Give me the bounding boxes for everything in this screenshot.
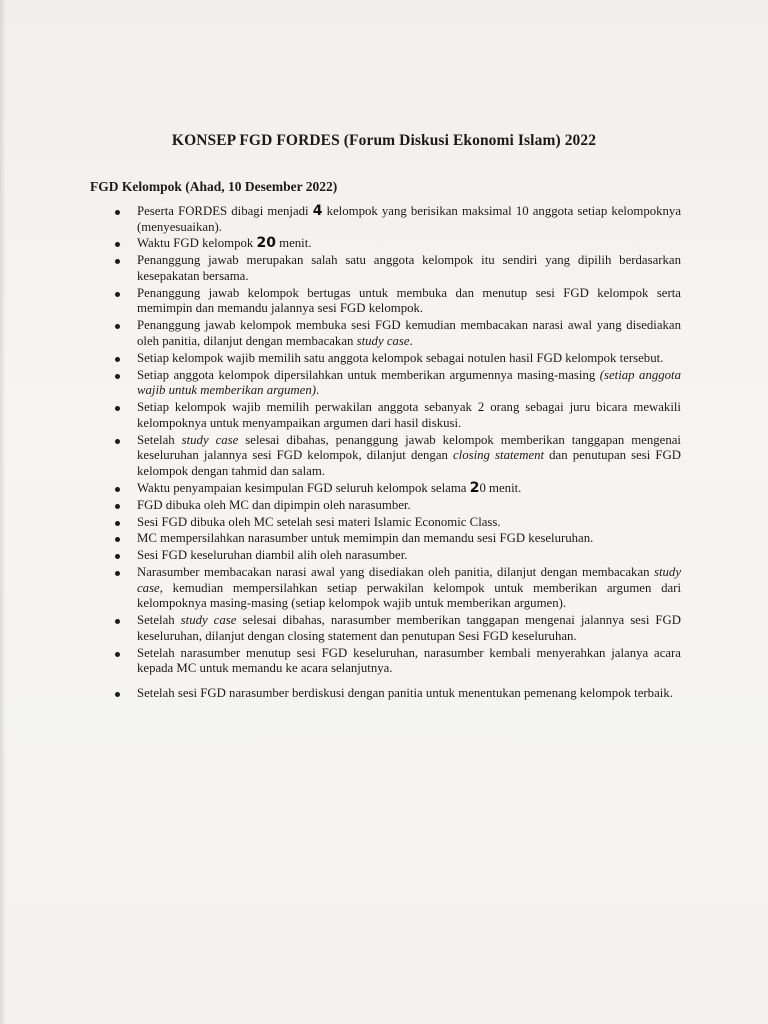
item-text: dan penutupan sesi FGD kelompok dengan tahmid dan salam. (137, 448, 681, 478)
item-text: . (316, 383, 320, 398)
bullet-icon (115, 324, 120, 329)
list-item (115, 236, 681, 252)
bullet-icon (115, 652, 120, 657)
item-text: Waktu FGD kelompok (137, 236, 257, 251)
bullet-list (115, 204, 681, 703)
document-title: KONSEP FGD FORDES (Forum Diskusi Ekonomi Islam) 2022 (171, 132, 597, 149)
handwritten-number: 2 (469, 479, 480, 496)
list-item (115, 318, 681, 349)
item-text: . (409, 333, 413, 348)
bullet-icon (115, 537, 120, 542)
bullet-icon (115, 242, 120, 247)
list-item (115, 286, 681, 317)
item-text: Sesi FGD dibuka oleh MC setelah sesi materi Islamic Economic Class. (137, 514, 501, 529)
bullet-icon (115, 357, 120, 362)
page-edge-shadow (0, 0, 6, 1024)
bullet-icon (115, 374, 120, 379)
list-item (115, 204, 681, 235)
bullet-icon (115, 554, 120, 559)
item-text: Penanggung jawab merupakan salah satu anggota kelompok itu sendiri yang dipilih berdasarkan kesepakatan bersama. (137, 253, 681, 283)
list-item (115, 498, 681, 514)
italic-text: study case (180, 613, 237, 628)
list-item (115, 613, 681, 644)
item-text: Setelah (137, 613, 181, 628)
item-text: Setiap anggota kelompok dipersilahkan untuk memberikan argumennya masing-masing (137, 367, 600, 382)
item-text: Penanggung jawab kelompok membuka sesi FGD kemudian membacakan narasi awal yang disediakan oleh panitia, dilanjut dengan membacakan (137, 318, 681, 348)
bullet-icon (115, 406, 120, 411)
item-text: selesai dibahas, penanggung jawab kelompok memberikan tanggapan mengenai keseluruhan jalannya sesi FGD kelompok, dilanjut dengan (137, 432, 681, 463)
list-item (115, 531, 681, 547)
item-text: kelompok yang berisikan maksimal 10 anggota setiap kelompoknya (menyesuaikan). (137, 204, 681, 234)
item-text: Narasumber membacakan narasi awal yang disediakan oleh panitia, dilanjut dengan membacakan (137, 565, 654, 580)
item-text: MC mempersilahkan narasumber untuk memimpin dan memandu sesi FGD keseluruhan. (137, 531, 594, 546)
bullet-icon (115, 619, 120, 624)
item-text: 0 menit. (479, 480, 522, 495)
item-text: Sesi FGD keseluruhan diambil alih oleh narasumber. (137, 548, 408, 563)
bullet-icon (115, 292, 120, 297)
bullet-icon (115, 439, 120, 444)
item-text: FGD dibuka oleh MC dan dipimpin oleh narasumber. (137, 497, 411, 512)
list-item (115, 565, 681, 612)
list-item (115, 433, 681, 480)
list-item (115, 481, 681, 497)
italic-text: study case (181, 432, 239, 447)
italic-text: closing statement (452, 448, 545, 463)
list-item (115, 515, 681, 531)
list-item (115, 686, 681, 702)
item-text: Penanggung jawab kelompok bertugas untuk membuka dan menutup sesi FGD kelompok serta memimpin dan memandu jalannya sesi FGD kelompok. (137, 285, 681, 316)
italic-text: study case (356, 333, 410, 348)
list-item (115, 351, 681, 367)
list-item (115, 368, 681, 399)
item-text: menit. (275, 236, 312, 251)
item-text: Setelah (137, 432, 182, 447)
bullet-icon (115, 692, 120, 697)
bullet-icon (115, 259, 120, 264)
section-heading: FGD Kelompok (Ahad, 10 Desember 2022) (90, 179, 338, 194)
bullet-icon (115, 487, 120, 492)
list-item (115, 253, 681, 284)
item-text: , kemudian mempersilahkan setiap perwakilan kelompok untuk memberikan argumen dari kelompoknya masing-masing (setiap kelompok wajib untuk memberikan argumen). (137, 580, 681, 611)
item-text: Peserta FORDES dibagi menjadi (137, 204, 313, 218)
handwritten-number: 4 (312, 203, 323, 219)
item-text: Setelah sesi FGD narasumber berdiskusi dengan panitia untuk menentukan pemenang kelompok terbaik. (137, 685, 673, 700)
italic-text: (setiap anggota wajib untuk memberikan argumen) (137, 367, 682, 398)
italic-text: study case (137, 565, 681, 595)
bullet-icon (115, 210, 120, 215)
list-item (115, 548, 681, 564)
list-item (115, 646, 681, 677)
item-text: selesai dibahas, narasumber memberikan tanggapan mengenai jalannya sesi FGD keseluruhan, dilanjut dengan closing statement dan penutupan Sesi FGD keseluruhan. (137, 613, 681, 643)
item-text: Waktu penyampaian kesimpulan FGD seluruh kelompok selama (137, 480, 470, 495)
list-item (115, 400, 681, 431)
item-text: Setelah narasumber menutup sesi FGD keseluruhan, narasumber kembali menyerahkan jalanya acara kepada MC untuk memandu ke acara selanjutnya. (137, 645, 681, 676)
bullet-icon (115, 504, 120, 509)
bullet-icon (115, 521, 120, 526)
item-text: Setiap kelompok wajib memilih perwakilan anggota sebanyak 2 orang sebagai juru bicara mewakili kelompoknya untuk menyampaikan argumen dari hasil diskusi. (137, 400, 681, 430)
handwritten-number: 20 (256, 235, 276, 252)
bullet-icon (115, 571, 120, 576)
item-text: Setiap kelompok wajib memilih satu anggota kelompok sebagai notulen hasil FGD kelompok tersebut. (137, 350, 664, 365)
